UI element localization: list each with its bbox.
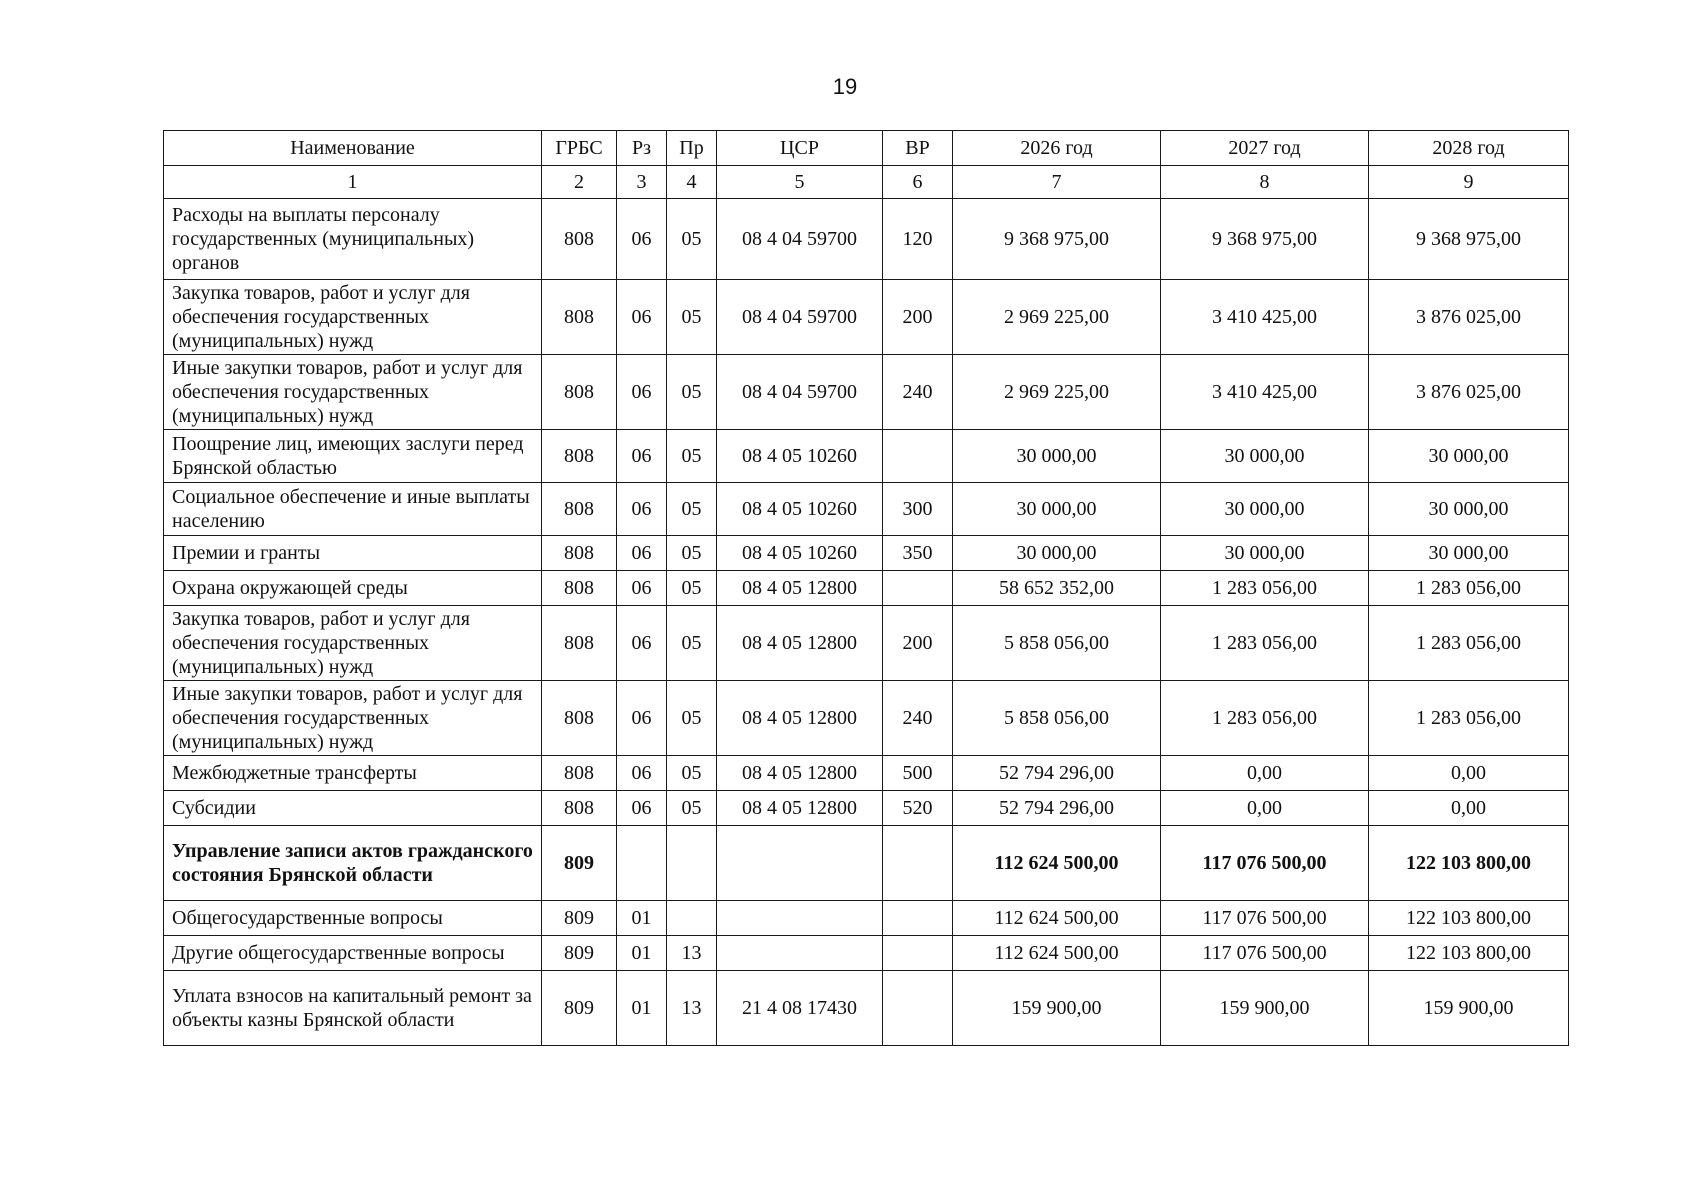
row-name: Охрана окружающей среды — [164, 571, 542, 606]
row-rz: 06 — [617, 430, 667, 483]
budget-table — [163, 130, 1569, 1046]
row-amount-2027: 30 000,00 — [1161, 483, 1369, 536]
row-name: Поощрение лиц, имеющих заслуги перед Брянской областью — [164, 430, 542, 483]
row-name: Социальное обеспечение и иные выплаты населению — [164, 483, 542, 536]
row-grbs: 808 — [542, 199, 617, 280]
table-row — [164, 199, 1569, 280]
row-pr: 05 — [667, 536, 717, 571]
row-amount-2026: 58 652 352,00 — [953, 571, 1161, 606]
row-amount-2027: 0,00 — [1161, 756, 1369, 791]
row-pr: 05 — [667, 681, 717, 756]
column-number: 9 — [1369, 166, 1569, 199]
row-grbs: 808 — [542, 483, 617, 536]
header-2027: 2027 год — [1161, 131, 1369, 166]
column-number: 1 — [164, 166, 542, 199]
row-pr: 05 — [667, 483, 717, 536]
row-amount-2027: 117 076 500,00 — [1161, 901, 1369, 936]
row-grbs: 809 — [542, 971, 617, 1046]
row-vr: 500 — [883, 756, 953, 791]
table-row — [164, 971, 1569, 1046]
row-rz: 06 — [617, 681, 667, 756]
row-amount-2028: 1 283 056,00 — [1369, 606, 1569, 681]
row-amount-2028: 159 900,00 — [1369, 971, 1569, 1046]
row-rz: 06 — [617, 791, 667, 826]
row-csr: 08 4 05 12800 — [717, 571, 883, 606]
row-vr: 520 — [883, 791, 953, 826]
table-row — [164, 756, 1569, 791]
row-amount-2028: 0,00 — [1369, 791, 1569, 826]
table-row — [164, 355, 1569, 430]
header-vr: ВР — [883, 131, 953, 166]
row-csr: 08 4 05 12800 — [717, 606, 883, 681]
row-rz: 06 — [617, 280, 667, 355]
row-csr: 08 4 05 12800 — [717, 681, 883, 756]
row-grbs: 808 — [542, 756, 617, 791]
row-grbs: 809 — [542, 826, 617, 901]
header-2026: 2026 год — [953, 131, 1161, 166]
row-pr: 05 — [667, 571, 717, 606]
row-amount-2026: 5 858 056,00 — [953, 606, 1161, 681]
row-pr: 05 — [667, 430, 717, 483]
row-amount-2027: 3 410 425,00 — [1161, 280, 1369, 355]
row-amount-2027: 117 076 500,00 — [1161, 936, 1369, 971]
row-rz: 01 — [617, 936, 667, 971]
row-amount-2026: 2 969 225,00 — [953, 280, 1161, 355]
row-rz: 06 — [617, 483, 667, 536]
row-vr: 120 — [883, 199, 953, 280]
row-name: Другие общегосударственные вопросы — [164, 936, 542, 971]
table-row — [164, 571, 1569, 606]
row-rz: 01 — [617, 901, 667, 936]
row-csr — [717, 826, 883, 901]
row-grbs: 808 — [542, 536, 617, 571]
row-vr — [883, 826, 953, 901]
row-grbs: 808 — [542, 681, 617, 756]
row-grbs: 809 — [542, 936, 617, 971]
row-amount-2028: 3 876 025,00 — [1369, 280, 1569, 355]
row-vr: 350 — [883, 536, 953, 571]
row-vr: 200 — [883, 280, 953, 355]
row-csr: 08 4 05 12800 — [717, 791, 883, 826]
row-grbs: 808 — [542, 791, 617, 826]
header-rz: Рз — [617, 131, 667, 166]
column-number: 5 — [717, 166, 883, 199]
row-name: Премии и гранты — [164, 536, 542, 571]
header-name: Наименование — [164, 131, 542, 166]
column-number: 8 — [1161, 166, 1369, 199]
header-csr: ЦСР — [717, 131, 883, 166]
row-amount-2026: 2 969 225,00 — [953, 355, 1161, 430]
row-csr: 08 4 05 10260 — [717, 483, 883, 536]
row-grbs: 808 — [542, 571, 617, 606]
table-row — [164, 536, 1569, 571]
row-name: Закупка товаров, работ и услуг для обеспечения государственных (муниципальных) нужд — [164, 280, 542, 355]
row-grbs: 808 — [542, 355, 617, 430]
row-rz: 06 — [617, 606, 667, 681]
row-grbs: 808 — [542, 430, 617, 483]
row-amount-2028: 122 103 800,00 — [1369, 936, 1569, 971]
table-row — [164, 483, 1569, 536]
row-amount-2028: 122 103 800,00 — [1369, 901, 1569, 936]
row-name: Закупка товаров, работ и услуг для обеспечения государственных (муниципальных) нужд — [164, 606, 542, 681]
row-pr: 05 — [667, 606, 717, 681]
row-vr — [883, 901, 953, 936]
row-amount-2026: 52 794 296,00 — [953, 756, 1161, 791]
column-number-row — [164, 166, 1569, 199]
row-amount-2028: 3 876 025,00 — [1369, 355, 1569, 430]
row-name: Расходы на выплаты персоналу государственных (муниципальных) органов — [164, 199, 542, 280]
row-name: Иные закупки товаров, работ и услуг для обеспечения государственных (муниципальных) нужд — [164, 681, 542, 756]
row-csr: 08 4 05 12800 — [717, 756, 883, 791]
row-amount-2028: 0,00 — [1369, 756, 1569, 791]
column-number: 4 — [667, 166, 717, 199]
row-vr — [883, 971, 953, 1046]
column-number: 7 — [953, 166, 1161, 199]
row-amount-2027: 117 076 500,00 — [1161, 826, 1369, 901]
row-csr: 08 4 04 59700 — [717, 280, 883, 355]
row-amount-2028: 30 000,00 — [1369, 430, 1569, 483]
row-pr — [667, 901, 717, 936]
row-grbs: 809 — [542, 901, 617, 936]
row-amount-2026: 30 000,00 — [953, 536, 1161, 571]
row-vr — [883, 571, 953, 606]
header-row — [164, 131, 1569, 166]
row-amount-2027: 30 000,00 — [1161, 536, 1369, 571]
row-amount-2026: 5 858 056,00 — [953, 681, 1161, 756]
table-body — [164, 199, 1569, 1046]
row-pr: 05 — [667, 791, 717, 826]
row-pr: 05 — [667, 199, 717, 280]
row-rz: 06 — [617, 199, 667, 280]
table-row — [164, 936, 1569, 971]
row-amount-2027: 1 283 056,00 — [1161, 571, 1369, 606]
table-row — [164, 430, 1569, 483]
row-rz: 06 — [617, 536, 667, 571]
row-csr: 08 4 05 10260 — [717, 536, 883, 571]
row-csr — [717, 936, 883, 971]
row-amount-2026: 52 794 296,00 — [953, 791, 1161, 826]
row-amount-2027: 159 900,00 — [1161, 971, 1369, 1046]
row-amount-2028: 122 103 800,00 — [1369, 826, 1569, 901]
row-vr: 240 — [883, 355, 953, 430]
row-rz — [617, 826, 667, 901]
row-rz: 06 — [617, 571, 667, 606]
row-name: Уплата взносов на капитальный ремонт за объекты казны Брянской области — [164, 971, 542, 1046]
row-csr: 08 4 05 10260 — [717, 430, 883, 483]
header-2028: 2028 год — [1369, 131, 1569, 166]
column-number: 2 — [542, 166, 617, 199]
row-amount-2026: 112 624 500,00 — [953, 901, 1161, 936]
row-name: Иные закупки товаров, работ и услуг для обеспечения государственных (муниципальных) нужд — [164, 355, 542, 430]
row-amount-2026: 112 624 500,00 — [953, 936, 1161, 971]
row-amount-2026: 30 000,00 — [953, 483, 1161, 536]
row-name: Управление записи актов гражданского состояния Брянской области — [164, 826, 542, 901]
row-vr: 200 — [883, 606, 953, 681]
row-amount-2028: 1 283 056,00 — [1369, 571, 1569, 606]
row-amount-2027: 30 000,00 — [1161, 430, 1369, 483]
row-name: Межбюджетные трансферты — [164, 756, 542, 791]
row-vr: 240 — [883, 681, 953, 756]
row-amount-2026: 112 624 500,00 — [953, 826, 1161, 901]
row-amount-2027: 3 410 425,00 — [1161, 355, 1369, 430]
table-row — [164, 826, 1569, 901]
row-grbs: 808 — [542, 606, 617, 681]
row-amount-2027: 1 283 056,00 — [1161, 681, 1369, 756]
row-pr: 13 — [667, 971, 717, 1046]
row-name: Общегосударственные вопросы — [164, 901, 542, 936]
table-row — [164, 681, 1569, 756]
row-csr: 08 4 04 59700 — [717, 355, 883, 430]
row-pr: 05 — [667, 355, 717, 430]
page-number: 19 — [832, 74, 858, 99]
table-row — [164, 901, 1569, 936]
row-amount-2026: 9 368 975,00 — [953, 199, 1161, 280]
row-pr: 05 — [667, 280, 717, 355]
column-number: 3 — [617, 166, 667, 199]
row-amount-2028: 30 000,00 — [1369, 483, 1569, 536]
table-row — [164, 606, 1569, 681]
table-row — [164, 791, 1569, 826]
table-row — [164, 280, 1569, 355]
row-rz: 06 — [617, 756, 667, 791]
row-amount-2028: 1 283 056,00 — [1369, 681, 1569, 756]
row-csr: 08 4 04 59700 — [717, 199, 883, 280]
row-vr: 300 — [883, 483, 953, 536]
row-amount-2027: 9 368 975,00 — [1161, 199, 1369, 280]
row-pr: 13 — [667, 936, 717, 971]
header-pr: Пр — [667, 131, 717, 166]
row-csr: 21 4 08 17430 — [717, 971, 883, 1046]
column-number: 6 — [883, 166, 953, 199]
row-grbs: 808 — [542, 280, 617, 355]
row-amount-2027: 0,00 — [1161, 791, 1369, 826]
row-name: Субсидии — [164, 791, 542, 826]
row-amount-2028: 9 368 975,00 — [1369, 199, 1569, 280]
row-amount-2028: 30 000,00 — [1369, 536, 1569, 571]
row-csr — [717, 901, 883, 936]
row-amount-2026: 30 000,00 — [953, 430, 1161, 483]
row-pr — [667, 826, 717, 901]
row-rz: 06 — [617, 355, 667, 430]
row-rz: 01 — [617, 971, 667, 1046]
header-grbs: ГРБС — [542, 131, 617, 166]
row-vr — [883, 430, 953, 483]
row-amount-2027: 1 283 056,00 — [1161, 606, 1369, 681]
row-amount-2026: 159 900,00 — [953, 971, 1161, 1046]
row-vr — [883, 936, 953, 971]
row-pr: 05 — [667, 756, 717, 791]
